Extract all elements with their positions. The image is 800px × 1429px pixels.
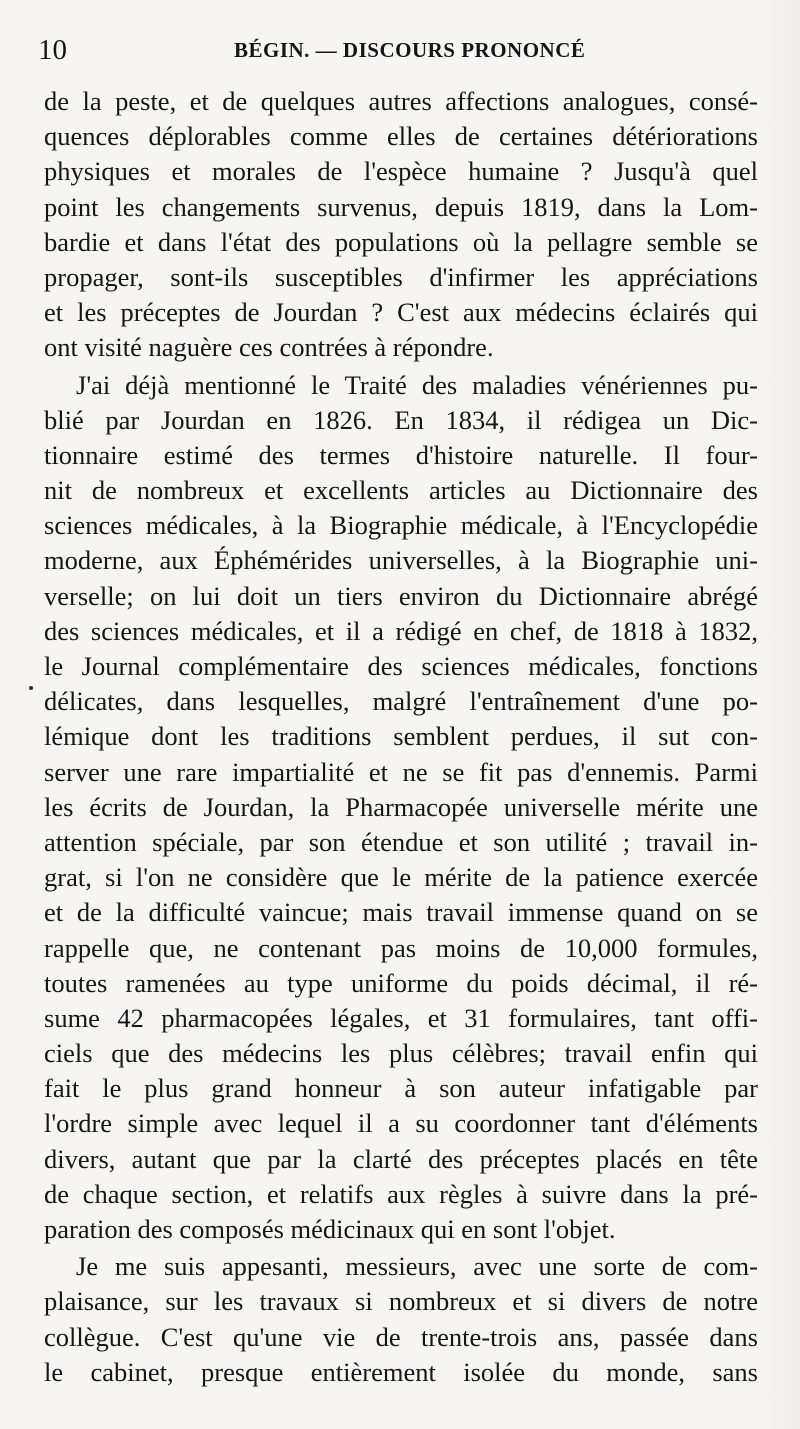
text-line: le Journal complémentaire des sciences médicales, fonctions [44,651,758,681]
text-line: nit de nombreux et excellents articles au Dictionnaire des [44,475,758,506]
margin-mark [29,686,33,690]
text-line: toutes ramenées au type uniforme du poids décimal, il ré- [44,967,758,998]
text-line: sciences médicales, à la Biographie médicale, à l'Encyclopédie [44,510,758,541]
text-line: divers, autant que par la clarté des préceptes placés en tête [44,1143,758,1174]
text-line: des sciences médicales, et il a rédigé en chef, de 1818 à 1832, [44,615,758,646]
text-line: de chaque section, et relatifs aux règles à suivre dans la pré- [44,1178,758,1209]
text-line: sume 42 pharmacopées légales, et 31 formulaires, tant offi- [44,1002,758,1033]
text-line: server une rare impartialité et ne se fit pas d'ennemis. Parmi [44,756,758,787]
page-header [38,34,758,74]
text-line: les écrits de Jourdan, la Pharmacopée universelle mérite une [44,791,758,822]
text-line: ciels que des médecins les plus célèbres; travail enfin qui [44,1038,758,1069]
text-line: point les changements survenus, depuis 1819, dans la Lom- [44,191,758,222]
text-line: et les préceptes de Jourdan ? C'est aux médecins éclairés qui [44,297,758,328]
text-line: J'ai déjà mentionné le Traité des maladies vénériennes pu- [76,369,758,400]
page-number: 10 [38,34,67,66]
text-line: et de la difficulté vaincue; mais travail immense quand on se [44,897,758,928]
text-line: physiques et morales de l'espèce humaine ? Jusqu'à quel [44,156,758,187]
text-line: blié par Jourdan en 1826. En 1834, il rédigea un Dic- [44,404,758,435]
text-line: de la peste, et de quelques autres affections analogues, consé- [44,86,758,116]
text-line: grat, si l'on ne considère que le mérite de la patience exercée [44,862,758,893]
text-line: paration des composés médicinaux qui en sont l'objet. [44,1214,616,1244]
text-line: attention spéciale, par son étendue et son utilité ; travail in- [44,826,758,857]
text-line: le cabinet, presque entièrement isolée du monde, sans [44,1356,758,1387]
text-line: collègue. C'est qu'une vie de trente-trois ans, passée dans [44,1321,758,1352]
text-line: fait le plus grand honneur à son auteur infatigable par [44,1073,758,1104]
running-head: BÉGIN. — DISCOURS PRONONCÉ [234,38,586,62]
body-text [44,84,758,1390]
text-line: ont visité naguère ces contrées à répondre. [44,332,494,363]
text-line: plaisance, sur les travaux si nombreux et si divers de notre [44,1286,758,1317]
text-line: tionnaire estimé des termes d'histoire naturelle. Il four- [44,439,758,470]
text-line: verselle; on lui doit un tiers environ du Dictionnaire abrégé [44,580,758,611]
text-line: Je me suis appesanti, messieurs, avec une sorte de com- [76,1251,758,1282]
text-line: quences déplorables comme elles de certaines détériorations [44,121,758,152]
text-line: lémique dont les traditions semblent perdues, il sut con- [44,721,758,752]
text-line: l'ordre simple avec lequel il a su coordonner tant d'éléments [44,1108,758,1139]
text-line: moderne, aux Éphémérides universelles, à la Biographie uni- [44,545,758,576]
page-edge-shadow [760,0,800,1429]
text-line: propager, sont-ils susceptibles d'infirmer les appréciations [44,261,758,292]
text-line: bardie et dans l'état des populations où la pellagre semble se [44,226,758,257]
text-line: délicates, dans lesquelles, malgré l'entraînement d'une po- [44,686,758,717]
text-line: rappelle que, ne contenant pas moins de 10,000 formules, [44,932,758,963]
